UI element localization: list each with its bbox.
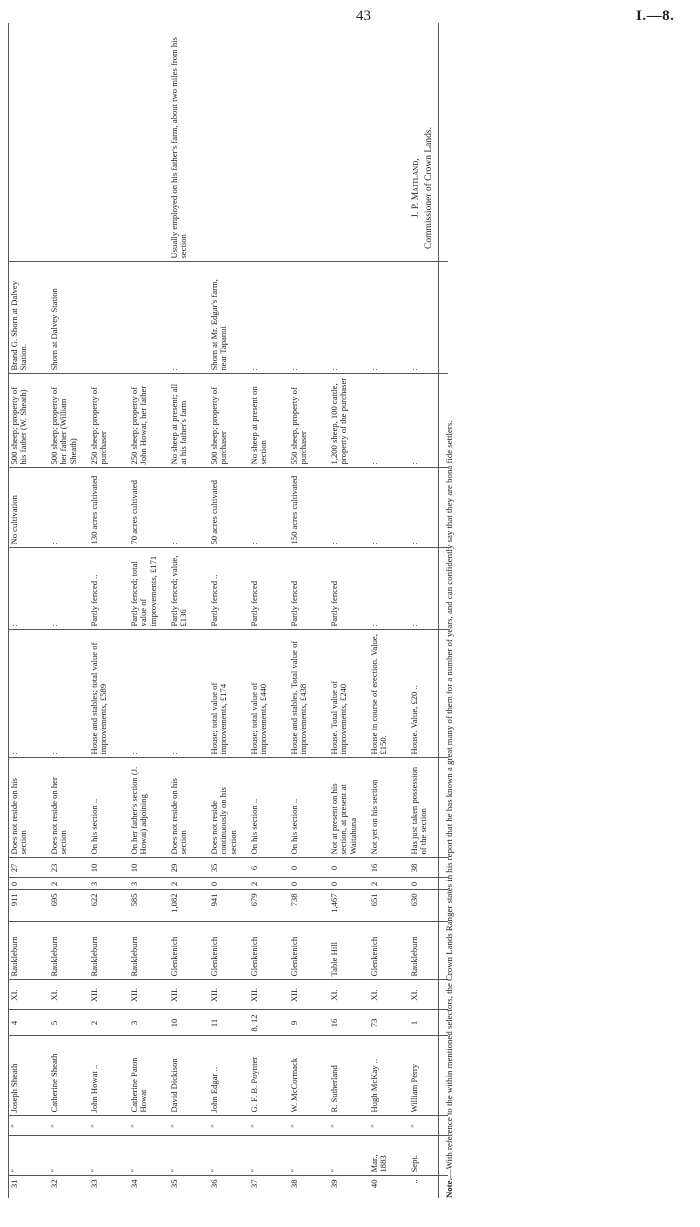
section-number: 10 [168, 1010, 208, 1036]
fencing-status: Partly fenced [288, 548, 328, 630]
area-roods: 2 [48, 878, 88, 890]
residence-status: Does not reside on his section [168, 758, 208, 858]
area-perches: 10 [128, 858, 168, 878]
row-number: 33 [88, 1176, 128, 1198]
selector-name: William Perry [408, 1036, 448, 1116]
ditto-mark: ″ [328, 1116, 368, 1136]
area-acres: 941 [208, 890, 248, 922]
stock-description: No sheep at present; all at his father's farm [168, 374, 208, 468]
remarks [328, 23, 368, 262]
table-row [168, 23, 208, 1198]
ditto-mark: ″ [168, 1116, 208, 1136]
row-number: 34 [128, 1176, 168, 1198]
area-perches: 29 [168, 858, 208, 878]
stock-description: : [368, 374, 408, 468]
area-roods: 0 [8, 878, 48, 890]
remarks [88, 23, 128, 262]
stock-description: 500 sheep; property of purchaser [208, 374, 248, 468]
table-row [248, 23, 288, 1198]
date: ″ [248, 1136, 288, 1176]
area-roods: 0 [288, 878, 328, 890]
ditto-mark: ″ [88, 1116, 128, 1136]
block-number: XI. [328, 980, 368, 1010]
residence-status: Not yet on his section [368, 758, 408, 858]
fencing-status: Partly fenced [248, 548, 288, 630]
area-acres: 695 [48, 890, 88, 922]
block-number: XII. [208, 980, 248, 1010]
buildings-improvements: House. Value, £20 .. [408, 630, 448, 758]
district-name: Glenkenich [368, 922, 408, 980]
stock-description: 500 sheep; property of his father (W. Sheath) [8, 374, 48, 468]
stock-description: 1,200 sheep, 100 cattle, property of the purchaser [328, 374, 368, 468]
date: ″ [208, 1136, 248, 1176]
shearing-info: Shorn at Dalvey Station [48, 262, 88, 374]
remarks [128, 23, 168, 262]
section-number: 8, 12 [248, 1010, 288, 1036]
table-row [328, 23, 368, 1198]
selector-name: Joseph Sheath [8, 1036, 48, 1116]
block-number: XII. [288, 980, 328, 1010]
block-number: XII. [88, 980, 128, 1010]
shearing-info [128, 262, 168, 374]
selector-name: Hugh McKay .. [368, 1036, 408, 1116]
block-number: XII. [128, 980, 168, 1010]
remarks [48, 23, 88, 262]
buildings-improvements: House and stables. Total value of improvements, £438 [288, 630, 328, 758]
page-number: 43 [356, 8, 371, 24]
ditto-mark: ″ [208, 1116, 248, 1136]
fencing-status: Partly fenced [328, 548, 368, 630]
cultivation-status: 50 acres cultivated [208, 468, 248, 548]
table-row [48, 23, 88, 1198]
footnote-text: —With reference to the within mentioned selectors, the Crown Lands Ranger states in his report that he has known a great many of them for a number of years, and can confidently say that they are bona fide settlers. [444, 420, 454, 1179]
buildings-improvements: House; total value of improvements, £174 [208, 630, 248, 758]
table-top-rule [8, 23, 9, 1198]
residence-status: On his section .. [288, 758, 328, 858]
residence-status: Does not reside continuously on his section [208, 758, 248, 858]
buildings-improvements: : [8, 630, 48, 758]
residence-status: On his section .. [88, 758, 128, 858]
ditto-mark: ″ [408, 1116, 448, 1136]
cultivation-status: No cultivation [8, 468, 48, 548]
ditto-mark: ″ [128, 1116, 168, 1136]
area-acres: 585 [128, 890, 168, 922]
date: ″ [8, 1136, 48, 1176]
selector-name: John Edgar .. [208, 1036, 248, 1116]
shearing-info: : [288, 262, 328, 374]
fencing-status: : [368, 548, 408, 630]
ditto-mark: ″ [288, 1116, 328, 1136]
row-number: 32 [48, 1176, 88, 1198]
cultivation-status: : [48, 468, 88, 548]
table-bottom-rule [438, 23, 439, 1198]
row-number: 31 [8, 1176, 48, 1198]
district-name: Raukleburn [408, 922, 448, 980]
residence-status: On her father's section (J. Howat) adjoining [128, 758, 168, 858]
date: Sept. [408, 1136, 448, 1176]
cultivation-status: : [328, 468, 368, 548]
signature-title: Commissioner of Crown Lands. [423, 127, 434, 249]
area-acres: 1,082 [168, 890, 208, 922]
selector-name: G. F. B. Poynter [248, 1036, 288, 1116]
buildings-improvements: House in course of erection. Value, £150. [368, 630, 408, 758]
area-acres: 679 [248, 890, 288, 922]
block-number: XI. [408, 980, 448, 1010]
ditto-mark: ″ [368, 1116, 408, 1136]
area-perches: 16 [368, 858, 408, 878]
fencing-status: : [48, 548, 88, 630]
area-roods: 3 [88, 878, 128, 890]
row-number: 39 [328, 1176, 368, 1198]
district-name: Glenkenich [248, 922, 288, 980]
district-name: Table Hill [328, 922, 368, 980]
ditto-mark: ″ [48, 1116, 88, 1136]
row-number: .. [408, 1176, 448, 1198]
fencing-status: : [408, 548, 448, 630]
section-number: 9 [288, 1010, 328, 1036]
table-row [208, 23, 248, 1198]
residence-status: Not at present on his section, at present at Waitahuna [328, 758, 368, 858]
table-row [8, 23, 48, 1198]
rotated-return-table [8, 23, 478, 1198]
shearing-info: Shorn at Mr. Edgar's farm, near Tapanui [208, 262, 248, 374]
area-perches: 0 [288, 858, 328, 878]
row-number: 40 [368, 1176, 408, 1198]
district-name: Raukleburn [48, 922, 88, 980]
block-number: XI. [368, 980, 408, 1010]
selector-name: Catherine Sheath [48, 1036, 88, 1116]
area-roods: 0 [328, 878, 368, 890]
stock-description: 250 sheep; property of purchaser [88, 374, 128, 468]
residence-status: On his section .. [248, 758, 288, 858]
area-perches: 27 [8, 858, 48, 878]
cultivation-status: 70 acres cultivated [128, 468, 168, 548]
stock-description: : [408, 374, 448, 468]
district-name: Glenkenich [208, 922, 248, 980]
date: Mar., 1883 [368, 1136, 408, 1176]
stock-description: 250 sheep; property of John Howat, her father [128, 374, 168, 468]
area-roods: 2 [248, 878, 288, 890]
cultivation-status: : [248, 468, 288, 548]
area-roods: 0 [208, 878, 248, 890]
district-name: Glenkenich [168, 922, 208, 980]
area-roods: 3 [128, 878, 168, 890]
area-perches: 23 [48, 858, 88, 878]
section-number: 1 [408, 1010, 448, 1036]
shearing-info: : [328, 262, 368, 374]
area-acres: 738 [288, 890, 328, 922]
district-name: Raukleburn [8, 922, 48, 980]
fencing-status: Partly fenced .. [208, 548, 248, 630]
fencing-status: Partly fenced; total value of improvements, £171 [128, 548, 168, 630]
cultivation-status: : [168, 468, 208, 548]
date: ″ [48, 1136, 88, 1176]
signature-block [410, 38, 436, 338]
date: ″ [88, 1136, 128, 1176]
shearing-info: Brand G. Shorn at Dalvey Station. [8, 262, 48, 374]
date: ″ [128, 1136, 168, 1176]
area-acres: 1,467 [328, 890, 368, 922]
remarks [8, 23, 48, 262]
district-name: Raukleburn [128, 922, 168, 980]
shearing-info: : [408, 262, 448, 374]
area-roods: 2 [168, 878, 208, 890]
selector-name: John Howat .. [88, 1036, 128, 1116]
row-number: 38 [288, 1176, 328, 1198]
remarks [288, 23, 328, 262]
stock-description: 550 sheep, property of purchaser [288, 374, 328, 468]
remarks [208, 23, 248, 262]
buildings-improvements: : [168, 630, 208, 758]
section-number: 11 [208, 1010, 248, 1036]
buildings-improvements: House and stables; total value of improvements, £589 [88, 630, 128, 758]
row-number: 36 [208, 1176, 248, 1198]
area-acres: 651 [368, 890, 408, 922]
date: ″ [168, 1136, 208, 1176]
footnote-lead: Note. [444, 1178, 454, 1198]
table-row [128, 23, 168, 1198]
section-number: 2 [88, 1010, 128, 1036]
area-perches: 35 [208, 858, 248, 878]
cultivation-status: 130 acres cultivated [88, 468, 128, 548]
area-acres: 911 [8, 890, 48, 922]
block-number: XII. [248, 980, 288, 1010]
table-row [288, 23, 328, 1198]
shearing-info [88, 262, 128, 374]
block-number: XI. [48, 980, 88, 1010]
ditto-mark: ″ [8, 1116, 48, 1136]
stock-description: 500 sheep; property of her father (William Sheath) [48, 374, 88, 468]
area-acres: 622 [88, 890, 128, 922]
table-row [88, 23, 128, 1198]
shearing-info: : [168, 262, 208, 374]
section-number: 3 [128, 1010, 168, 1036]
section-number: 73 [368, 1010, 408, 1036]
area-perches: 0 [328, 858, 368, 878]
area-acres: 630 [408, 890, 448, 922]
date: ″ [288, 1136, 328, 1176]
remarks: Usually employed on his father's farm, about two miles from his section [169, 37, 189, 259]
area-roods: 0 [408, 878, 448, 890]
stock-description: No sheep at present on section [248, 374, 288, 468]
section-number: 5 [48, 1010, 88, 1036]
remarks [248, 23, 288, 262]
fencing-status: : [8, 548, 48, 630]
signature-name: J. P. Maitland, [411, 158, 421, 218]
row-number: 35 [168, 1176, 208, 1198]
buildings-improvements: House. Total value of improvements, £240 [328, 630, 368, 758]
selector-name: Catherine Paton Howat [128, 1036, 168, 1116]
section-number: 4 [8, 1010, 48, 1036]
buildings-improvements: : [48, 630, 88, 758]
selector-name: David Dickison [168, 1036, 208, 1116]
district-name: Glenkenich [288, 922, 328, 980]
fencing-status: Partly fenced .. [88, 548, 128, 630]
fencing-status: Partly fenced; value, £136 [168, 548, 208, 630]
ditto-mark: ″ [248, 1116, 288, 1136]
block-number: XI. [8, 980, 48, 1010]
cultivation-status: 150 acres cultivated [288, 468, 328, 548]
buildings-improvements: : [128, 630, 168, 758]
section-number: 16 [328, 1010, 368, 1036]
cultivation-status: : [408, 468, 448, 548]
area-perches: 6 [248, 858, 288, 878]
district-name: Raukleburn [88, 922, 128, 980]
row-number: 37 [248, 1176, 288, 1198]
area-roods: 2 [368, 878, 408, 890]
residence-status: Has just taken possession of the section [408, 758, 448, 858]
table-row [368, 23, 408, 1198]
shearing-info: : [368, 262, 408, 374]
cultivation-status: : [368, 468, 408, 548]
remarks [368, 23, 408, 262]
selector-name: W. McCormack [288, 1036, 328, 1116]
block-number: XII. [168, 980, 208, 1010]
buildings-improvements: House; total value of improvements, £440 [248, 630, 288, 758]
selector-name: R. Sutherland [328, 1036, 368, 1116]
residence-status: Does not reside on his section [8, 758, 48, 858]
footnote [444, 23, 455, 1198]
residence-status: Does not reside on her section [48, 758, 88, 858]
page-reference: I.—8. [636, 8, 675, 24]
selectors-table [8, 23, 448, 1198]
area-perches: 38 [408, 858, 448, 878]
area-perches: 10 [88, 858, 128, 878]
shearing-info: : [248, 262, 288, 374]
date: ″ [328, 1136, 368, 1176]
